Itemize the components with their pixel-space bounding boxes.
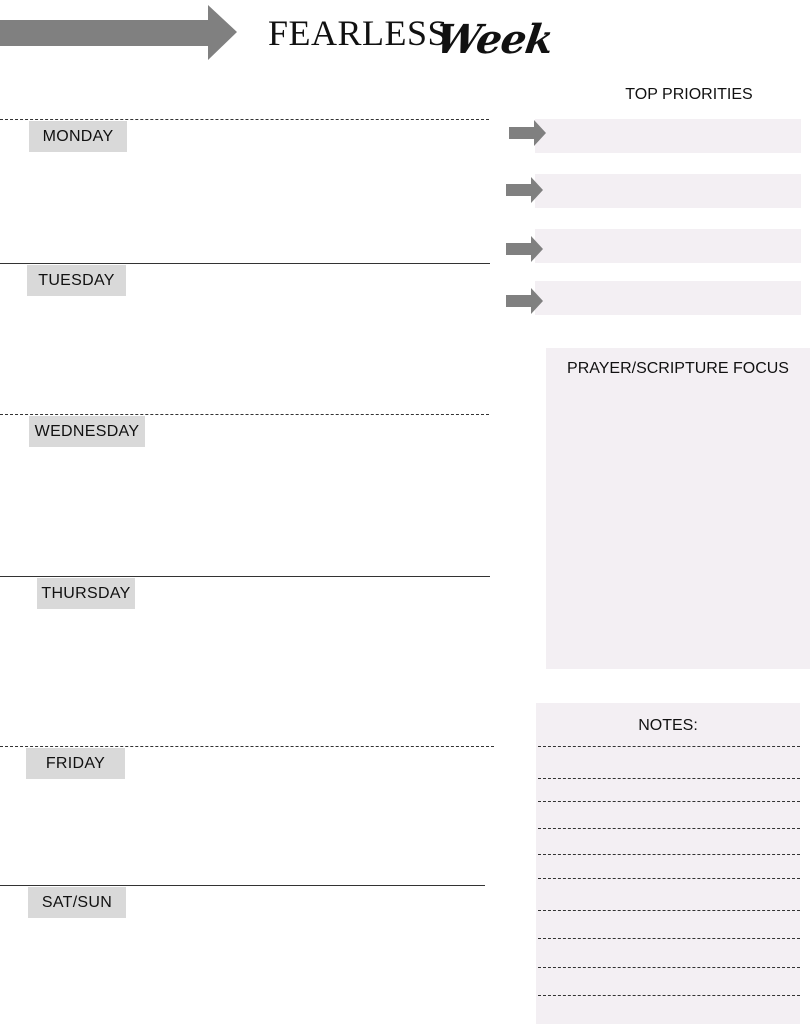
note-line bbox=[538, 878, 800, 879]
friday-separator bbox=[0, 746, 494, 747]
priority-arrow-icon bbox=[505, 288, 547, 314]
monday-separator bbox=[0, 119, 489, 120]
note-line bbox=[538, 801, 800, 802]
priority-field-4[interactable] bbox=[535, 281, 801, 315]
priority-field-3[interactable] bbox=[535, 229, 801, 263]
priority-arrow-icon bbox=[505, 236, 547, 262]
note-line bbox=[538, 910, 800, 911]
day-label-monday: MONDAY bbox=[29, 121, 127, 152]
page-title-script: Week bbox=[432, 16, 556, 63]
weekend-separator bbox=[0, 885, 485, 886]
wednesday-separator bbox=[0, 414, 489, 415]
note-line bbox=[538, 995, 800, 996]
day-label-weekend: SAT/SUN bbox=[28, 887, 126, 918]
thursday-separator bbox=[0, 576, 490, 577]
priorities-heading: TOP PRIORITIES bbox=[625, 86, 753, 103]
note-line bbox=[538, 967, 800, 968]
day-label-thursday: THURSDAY bbox=[37, 578, 135, 609]
note-line bbox=[538, 938, 800, 939]
prayer-scripture-panel[interactable] bbox=[546, 348, 810, 669]
day-label-friday: FRIDAY bbox=[26, 748, 125, 779]
priority-arrow-icon bbox=[505, 177, 547, 203]
day-label-tuesday: TUESDAY bbox=[27, 265, 126, 296]
note-line bbox=[538, 778, 800, 779]
prayer-heading: PRAYER/SCRIPTURE FOCUS bbox=[567, 360, 789, 377]
notes-panel[interactable] bbox=[536, 703, 800, 1024]
day-label-wednesday: WEDNESDAY bbox=[29, 416, 145, 447]
page-title: FEARLESS bbox=[268, 13, 449, 53]
note-line bbox=[538, 746, 800, 747]
note-line bbox=[538, 854, 800, 855]
priority-arrow-icon bbox=[505, 120, 547, 146]
priority-field-2[interactable] bbox=[535, 174, 801, 208]
note-line bbox=[538, 828, 800, 829]
tuesday-separator bbox=[0, 263, 490, 264]
notes-heading: NOTES: bbox=[638, 717, 698, 734]
header-arrow-icon bbox=[0, 2, 240, 62]
priority-field-1[interactable] bbox=[535, 119, 801, 153]
